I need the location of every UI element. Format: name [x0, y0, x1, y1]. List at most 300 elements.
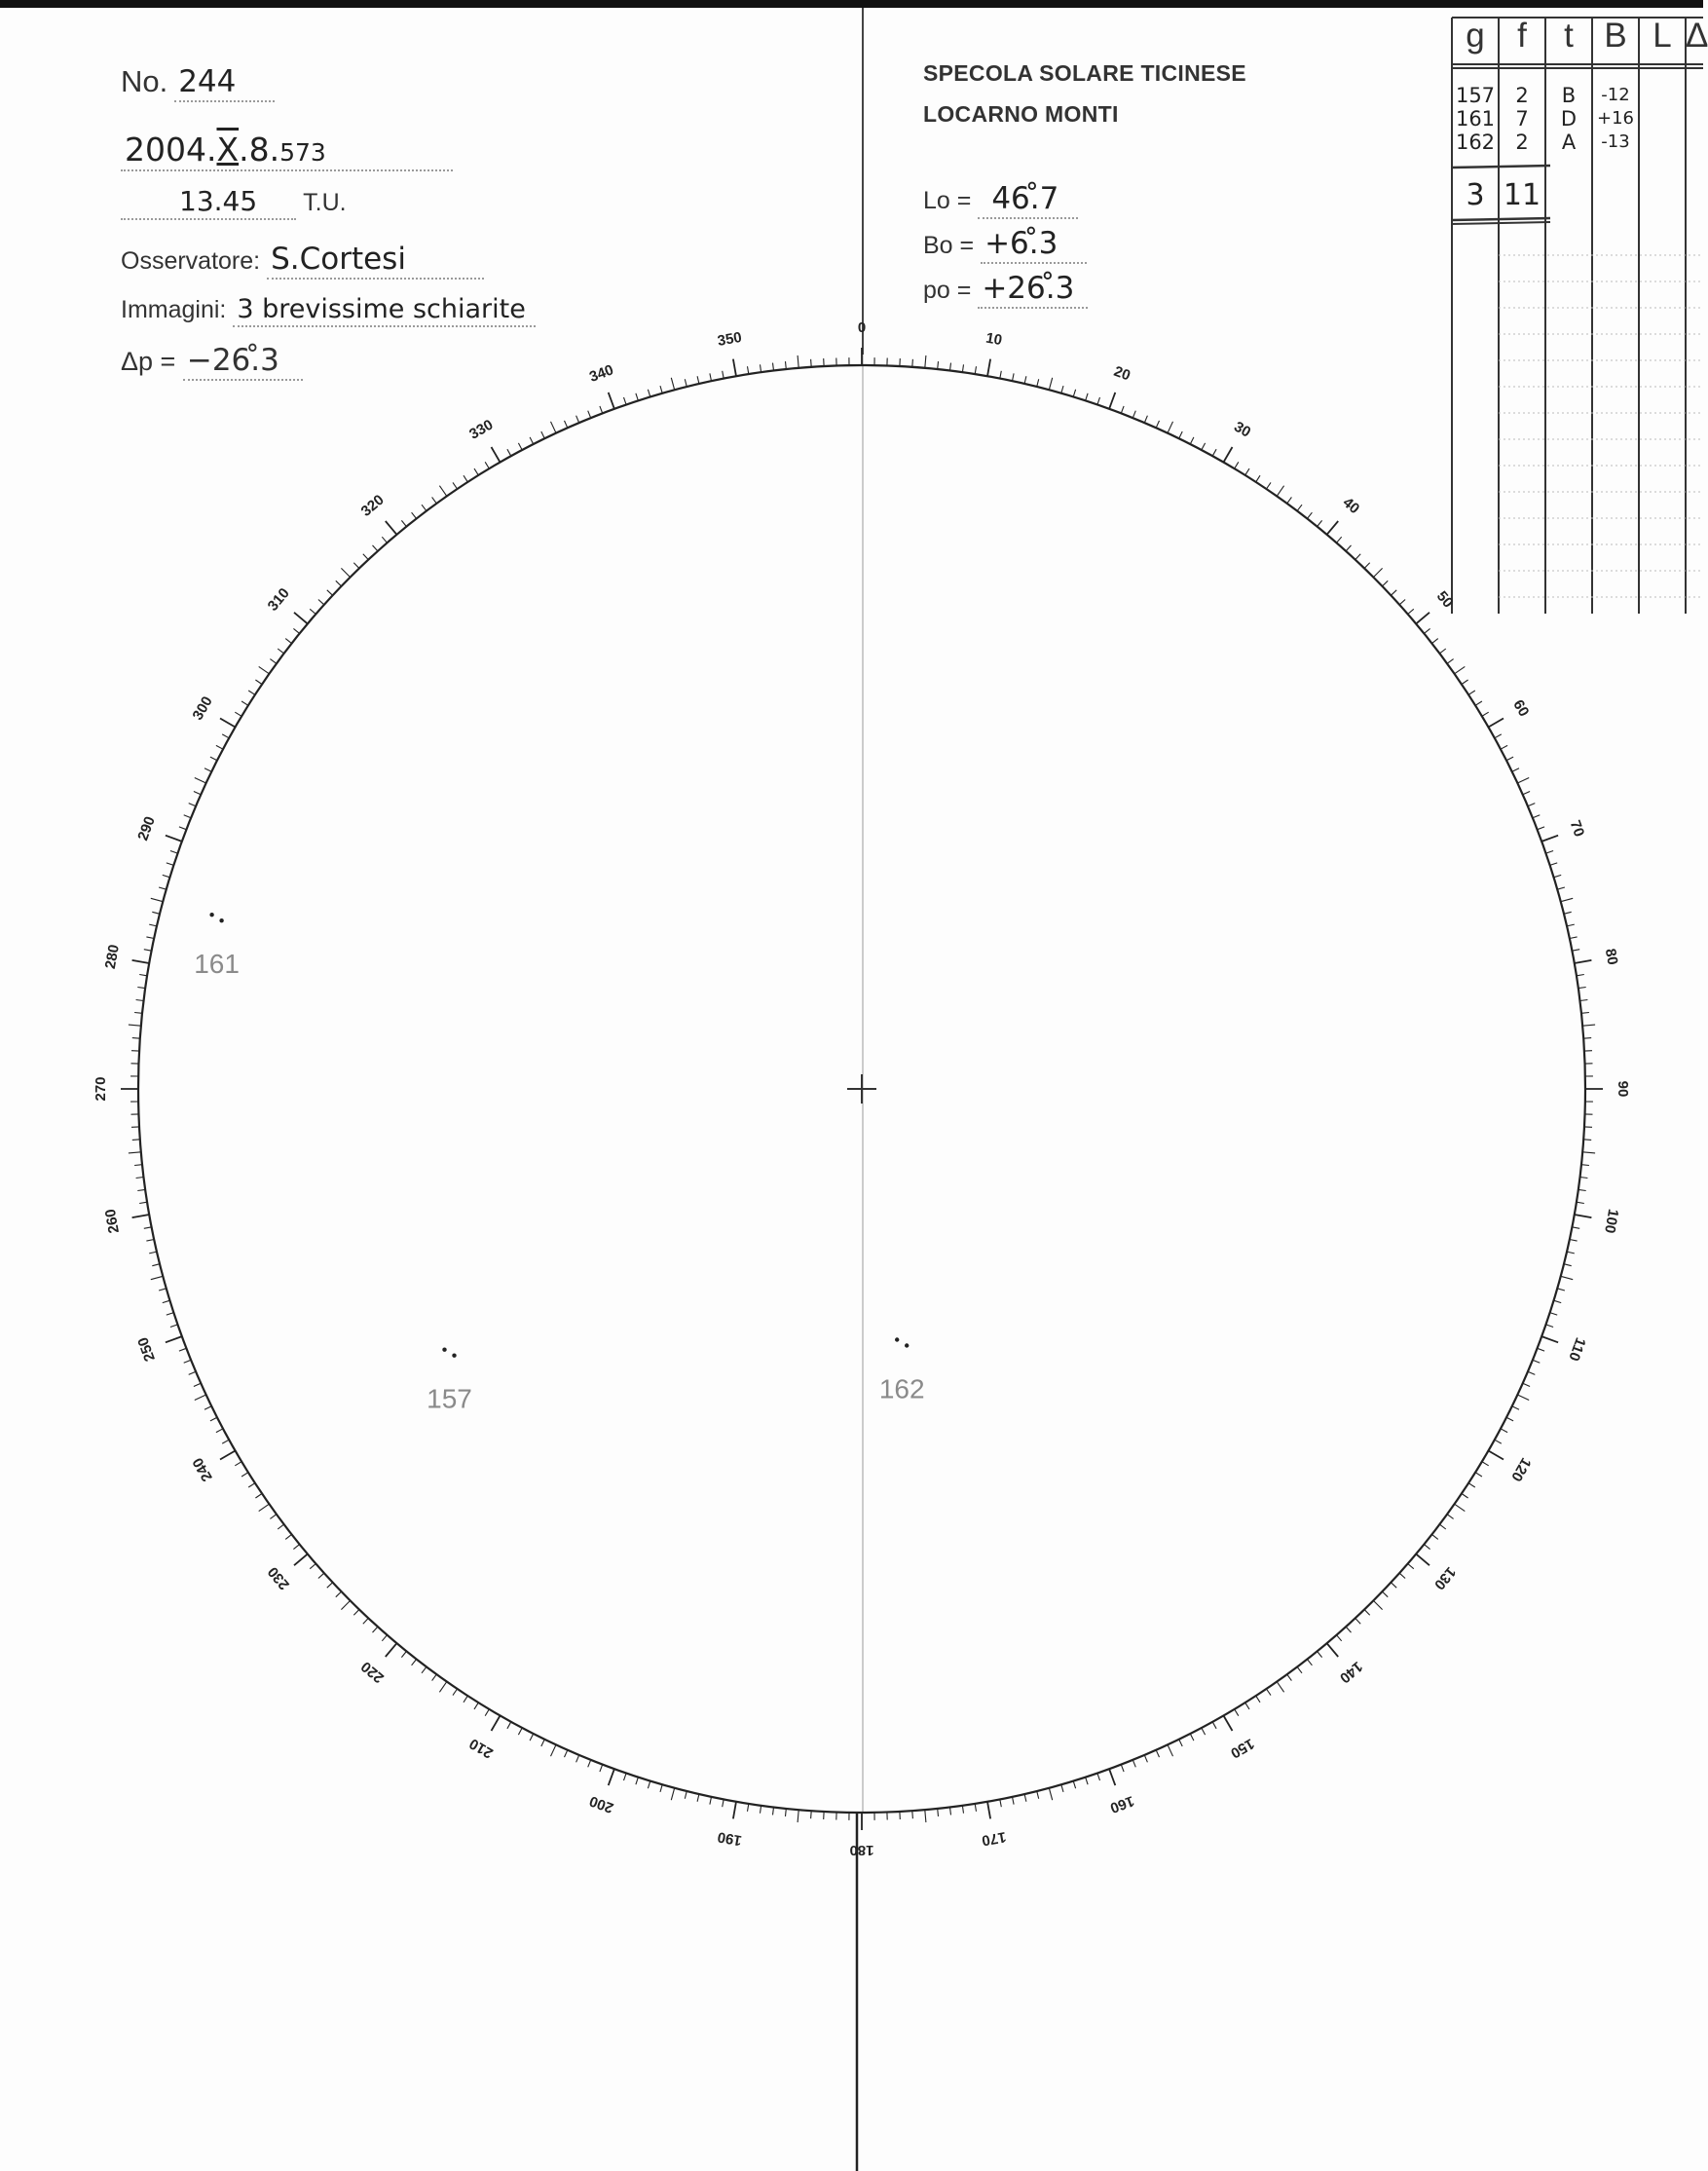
degree-tick: [530, 1734, 534, 1741]
degree-tick: [773, 363, 774, 371]
degree-tick: [710, 1797, 712, 1805]
degree-tick: [318, 600, 324, 605]
degree-tick: [210, 757, 217, 761]
date-month: X: [216, 131, 240, 168]
degree-tick: [179, 827, 186, 830]
degree-label-310: 310: [264, 584, 293, 615]
degree-tick: [1501, 1429, 1507, 1433]
degree-tick: [189, 1371, 196, 1374]
sunspot-mark: [452, 1354, 456, 1358]
degree-tick: [723, 371, 724, 379]
degree-tick: [518, 1728, 522, 1735]
degree-tick: [422, 505, 427, 510]
degree-tick: [382, 537, 387, 543]
table-row-2-b: +16: [1597, 108, 1634, 129]
b0-label: Bo =: [923, 232, 975, 259]
record-number-value: 244: [174, 64, 275, 102]
group-label-157: 157: [427, 1383, 472, 1414]
degree-tick: [422, 1666, 427, 1672]
degree-tick: [1541, 836, 1558, 842]
degree-tick: [195, 778, 206, 784]
date-fraction: 573: [279, 138, 326, 167]
degree-tick: [152, 912, 160, 914]
degree-tick: [1327, 1643, 1339, 1657]
degree-tick: [1561, 898, 1574, 901]
degree-tick: [1337, 537, 1342, 543]
degree-tick: [241, 1473, 248, 1477]
degree-tick: [1501, 745, 1507, 749]
degree-tick: [1086, 1778, 1089, 1785]
degree-label-320: 320: [357, 491, 388, 520]
degree-tick: [1373, 568, 1382, 577]
degree-tick: [1447, 659, 1454, 664]
sunspot-mark: [442, 1348, 446, 1352]
degree-tick: [439, 486, 446, 497]
degree-tick: [1179, 1740, 1183, 1746]
degree-tick: [987, 1802, 990, 1819]
degree-tick: [401, 1651, 406, 1657]
degree-tick: [1424, 628, 1430, 633]
degree-tick: [1517, 778, 1529, 784]
degree-tick: [551, 1744, 557, 1756]
degree-tick: [134, 1165, 142, 1166]
degree-tick: [1554, 1300, 1562, 1302]
degree-tick: [270, 1515, 277, 1519]
degree-tick: [341, 568, 350, 577]
degree-tick: [609, 393, 614, 409]
degree-tick: [1583, 1038, 1591, 1039]
degree-tick: [1097, 397, 1100, 405]
degree-tick: [1235, 462, 1239, 468]
degree-tick: [912, 1811, 913, 1818]
degree-tick: [485, 1709, 489, 1716]
group-label-162: 162: [878, 1373, 925, 1404]
degree-tick: [1391, 590, 1396, 596]
degree-tick: [925, 1810, 926, 1822]
degree-tick: [671, 1788, 674, 1801]
degree-tick: [1424, 1545, 1430, 1550]
degree-tick: [685, 379, 687, 387]
sunspot-mark: [219, 918, 223, 922]
degree-tick: [248, 1483, 255, 1487]
degree-tick: [220, 1451, 236, 1460]
degree-tick: [1297, 505, 1302, 510]
degree-tick: [134, 1013, 142, 1014]
degree-tick: [1575, 960, 1592, 963]
degree-tick: [1156, 1750, 1159, 1757]
degree-tick: [1121, 406, 1124, 413]
degree-tick: [1578, 1189, 1586, 1190]
degree-tick: [551, 422, 557, 433]
degree-tick: [439, 1682, 446, 1693]
degree-label-130: 130: [1430, 1563, 1460, 1593]
degree-tick: [1212, 1722, 1216, 1729]
degree-tick: [1346, 545, 1351, 551]
degree-tick: [1049, 378, 1052, 391]
degree-tick: [1557, 1289, 1565, 1291]
degree-tick: [1318, 520, 1322, 526]
degree-tick: [1512, 768, 1519, 772]
degree-tick: [1355, 554, 1361, 560]
degree-label-100: 100: [1601, 1207, 1622, 1235]
degree-tick: [220, 719, 236, 728]
degree-tick: [222, 1440, 229, 1443]
degree-tick: [1533, 815, 1540, 818]
degree-tick: [1318, 1651, 1322, 1657]
degree-label-160: 160: [1107, 1792, 1136, 1816]
degree-tick: [310, 1564, 316, 1569]
degree-tick: [144, 1227, 152, 1229]
degree-tick: [507, 1722, 511, 1729]
degree-tick: [1489, 719, 1504, 728]
degree-tick: [151, 898, 164, 901]
total-groups: 3: [1466, 178, 1485, 212]
degree-tick: [204, 768, 211, 772]
degree-tick: [912, 359, 913, 367]
degree-tick: [733, 1802, 736, 1819]
degree-tick: [363, 554, 369, 560]
degree-tick: [1550, 863, 1558, 866]
col-header-t: t: [1564, 17, 1574, 55]
degree-tick: [660, 1784, 662, 1792]
degree-tick: [1277, 486, 1283, 497]
sunspot-mark: [895, 1337, 899, 1341]
group-label-161: 161: [194, 949, 240, 980]
degree-tick: [432, 497, 437, 504]
degree-label-290: 290: [134, 814, 159, 843]
degree-tick: [1506, 757, 1513, 761]
degree-tick: [811, 359, 812, 367]
degree-tick: [1432, 1534, 1438, 1539]
degree-tick: [648, 1781, 650, 1789]
degree-label-200: 200: [587, 1792, 616, 1816]
degree-label-250: 250: [134, 1334, 159, 1364]
degree-tick: [204, 1406, 211, 1410]
degree-tick: [1000, 1799, 1002, 1807]
degree-tick: [1061, 1784, 1063, 1792]
degree-tick: [194, 792, 201, 795]
table-row-1-f: 2: [1515, 84, 1529, 107]
degree-tick: [1355, 1618, 1361, 1624]
observation-time-unit: T.U.: [303, 189, 347, 216]
table-row-2-g: 161: [1455, 107, 1496, 131]
degree-tick: [636, 1778, 639, 1785]
degree-tick: [159, 887, 167, 889]
degree-tick: [1580, 1000, 1588, 1001]
degree-tick: [576, 1755, 579, 1762]
degree-tick: [1455, 666, 1466, 673]
degree-tick: [492, 1716, 501, 1732]
degree-tick: [1475, 1473, 1482, 1477]
degree-tick: [1121, 1765, 1124, 1772]
degree-tick: [341, 1600, 350, 1609]
degree-tick: [987, 359, 990, 377]
degree-tick: [474, 1703, 478, 1709]
degree-tick: [1109, 393, 1115, 409]
degree-tick: [1408, 1564, 1414, 1569]
degree-tick: [1337, 1635, 1342, 1641]
degree-tick: [1061, 386, 1063, 393]
degree-tick: [697, 1794, 699, 1802]
degree-tick: [132, 1215, 150, 1217]
degree-tick: [1489, 1451, 1504, 1460]
degree-label-80: 80: [1601, 947, 1621, 967]
degree-tick: [786, 1809, 787, 1816]
degree-tick: [163, 875, 170, 877]
degree-tick: [1546, 851, 1554, 854]
degree-tick: [137, 1189, 145, 1190]
degree-tick: [1190, 1734, 1194, 1741]
degree-tick: [1235, 1709, 1239, 1716]
degree-tick: [600, 1765, 603, 1772]
degree-tick: [697, 376, 699, 384]
date-day: .8.: [239, 131, 280, 168]
degree-tick: [1581, 1013, 1589, 1014]
degree-tick: [1570, 937, 1578, 939]
degree-tick: [1561, 1276, 1574, 1279]
sunspot-mark: [209, 913, 213, 917]
degree-tick: [170, 851, 178, 854]
degree-tick: [1024, 1794, 1026, 1802]
degree-tick: [624, 1774, 627, 1781]
degree-tick: [925, 356, 926, 368]
degree-tick: [1567, 924, 1575, 926]
degree-tick: [152, 1264, 160, 1266]
degree-tick: [950, 1808, 951, 1815]
degree-tick: [210, 1417, 217, 1421]
degree-tick: [485, 462, 489, 468]
degree-tick: [660, 386, 662, 393]
degree-label-40: 40: [1339, 494, 1363, 518]
degree-tick: [146, 1240, 154, 1242]
degree-tick: [748, 366, 749, 374]
degree-tick: [1546, 1325, 1554, 1328]
degree-label-120: 120: [1507, 1454, 1535, 1484]
degree-tick: [1245, 1703, 1249, 1709]
degree-tick: [167, 863, 174, 866]
degree-tick: [1364, 563, 1370, 569]
degree-tick: [1512, 1406, 1519, 1410]
degree-tick: [285, 639, 291, 644]
degree-tick: [938, 361, 939, 369]
degree-label-240: 240: [189, 1454, 216, 1484]
degree-tick: [195, 1395, 206, 1401]
degree-tick: [336, 1591, 342, 1597]
degree-tick: [1416, 1554, 1430, 1566]
degree-label-150: 150: [1227, 1735, 1257, 1762]
degree-tick: [576, 416, 579, 423]
degree-tick: [1013, 373, 1015, 381]
degree-tick: [975, 366, 976, 374]
degree-tick: [1245, 468, 1249, 475]
degree-label-260: 260: [101, 1207, 123, 1235]
degree-tick: [146, 937, 154, 939]
degree-tick: [1179, 431, 1183, 438]
degree-tick: [671, 378, 674, 391]
degree-tick: [373, 1627, 378, 1632]
observer-label: Osservatore:: [121, 247, 261, 275]
degree-tick: [1168, 422, 1173, 433]
degree-label-60: 60: [1509, 696, 1533, 720]
degree-tick: [1557, 887, 1565, 889]
degree-tick: [530, 437, 534, 444]
degree-tick: [170, 1325, 178, 1328]
degree-tick: [975, 1804, 976, 1812]
degree-tick: [786, 361, 787, 369]
degree-tick: [588, 411, 591, 418]
degree-tick: [1327, 521, 1339, 535]
degree-label-90: 90: [1615, 1080, 1632, 1098]
degree-tick: [167, 1313, 174, 1316]
degree-tick: [1582, 1152, 1595, 1153]
degree-tick: [541, 431, 545, 438]
sunspot-groups: [194, 913, 924, 1414]
l0-value: 46.̊7: [978, 181, 1078, 219]
degree-tick: [294, 1554, 308, 1566]
degree-tick: [1168, 1744, 1173, 1756]
degree-tick: [938, 1809, 939, 1816]
table-row-3-g: 162: [1455, 131, 1496, 154]
degree-tick: [189, 804, 196, 806]
degree-tick: [353, 563, 359, 569]
degree-tick: [336, 580, 342, 586]
p0-value: +26.̊3: [978, 271, 1088, 309]
images-label: Immagini:: [121, 296, 227, 323]
p0-label: po =: [923, 277, 972, 304]
degree-label-20: 20: [1111, 362, 1133, 385]
table-row-3-t: A: [1561, 131, 1577, 154]
degree-tick: [294, 613, 308, 624]
degree-tick: [1567, 1252, 1575, 1254]
table-row-3-b: -13: [1601, 131, 1630, 152]
degree-tick: [492, 447, 501, 463]
degree-tick: [685, 1791, 687, 1799]
degree-tick: [149, 924, 157, 926]
degree-tick: [1462, 1494, 1468, 1499]
degree-tick: [1432, 639, 1438, 644]
degree-tick: [474, 468, 478, 475]
degree-tick: [1570, 1240, 1578, 1242]
degree-tick: [1572, 1227, 1579, 1229]
degree-tick: [648, 390, 650, 397]
degree-tick: [1307, 1660, 1312, 1666]
degree-tick: [1224, 447, 1233, 463]
degree-tick: [166, 836, 182, 842]
degree-tick: [136, 1178, 144, 1179]
degree-tick: [1132, 411, 1135, 418]
degree-tick: [241, 701, 248, 705]
degree-tick: [710, 373, 712, 381]
degree-tick: [1572, 950, 1579, 952]
degree-tick: [386, 521, 397, 535]
degree-tick: [166, 1336, 182, 1342]
degree-tick: [1564, 1264, 1572, 1266]
degree-tick: [1482, 1462, 1489, 1466]
degree-tick: [950, 363, 951, 371]
degree-tick: [129, 1152, 141, 1153]
degree-tick: [1277, 1682, 1283, 1693]
degree-tick: [811, 1811, 812, 1818]
col-header-f: f: [1517, 17, 1527, 55]
degree-tick: [1468, 691, 1475, 694]
degree-tick: [636, 393, 639, 401]
table-row-1-g: 157: [1455, 84, 1496, 107]
degree-tick: [518, 443, 522, 450]
degree-tick: [1523, 1383, 1530, 1386]
observer-value: S.Cortesi: [267, 242, 484, 280]
degree-tick: [1580, 1178, 1588, 1179]
degree-tick: [1287, 1674, 1292, 1681]
degree-label-110: 110: [1565, 1335, 1589, 1364]
degree-tick: [386, 1643, 397, 1657]
degree-label-0: 0: [857, 318, 867, 336]
degree-tick: [132, 1038, 140, 1039]
degree-tick: [293, 628, 299, 633]
images-value: 3 brevissime schiarite: [233, 294, 536, 327]
sunspot-mark: [905, 1343, 909, 1347]
degree-tick: [179, 1348, 186, 1351]
degree-tick: [363, 1618, 369, 1624]
degree-tick: [1267, 482, 1272, 489]
degree-tick: [962, 364, 963, 372]
degree-tick: [624, 397, 627, 405]
degree-label-10: 10: [984, 329, 1004, 350]
degree-tick: [1267, 1689, 1272, 1696]
degree-tick: [453, 1689, 458, 1696]
degree-tick: [1391, 1583, 1396, 1589]
degree-tick: [1144, 416, 1147, 423]
degree-tick: [144, 950, 152, 952]
b0-value: +6.̊3: [981, 226, 1087, 264]
degree-tick: [773, 1808, 774, 1815]
degree-tick: [1582, 1025, 1595, 1026]
degree-tick: [1383, 580, 1389, 586]
degree-tick: [1383, 1591, 1389, 1597]
degree-tick: [1212, 449, 1216, 456]
degree-label-230: 230: [264, 1563, 293, 1593]
degree-tick: [1013, 1797, 1015, 1805]
col-header-l: L: [1652, 17, 1672, 55]
degree-label-190: 190: [716, 1828, 744, 1850]
degree-label-210: 210: [466, 1735, 497, 1762]
degree-tick: [129, 1025, 141, 1026]
degree-tick: [259, 1504, 270, 1511]
degree-tick: [1202, 443, 1206, 450]
degree-tick: [1287, 497, 1292, 504]
degree-tick: [235, 1462, 241, 1466]
degree-tick: [149, 1252, 157, 1254]
degree-tick: [159, 1289, 167, 1291]
degree-tick: [216, 1429, 223, 1433]
degree-label-270: 270: [92, 1076, 109, 1102]
degree-tick: [1408, 609, 1414, 614]
degree-tick: [1495, 734, 1502, 738]
degree-tick: [1297, 1666, 1302, 1672]
degree-tick: [285, 1534, 291, 1539]
degree-tick: [1224, 1716, 1233, 1732]
degree-tick: [1575, 1215, 1592, 1217]
degree-tick: [259, 666, 270, 673]
degree-tick: [412, 1660, 417, 1666]
total-spots: 11: [1503, 178, 1541, 212]
degree-tick: [248, 691, 255, 694]
degree-tick: [1541, 1336, 1558, 1342]
degree-tick: [1000, 371, 1002, 379]
degree-tick: [1346, 1627, 1351, 1632]
degree-label-340: 340: [587, 361, 616, 386]
degree-tick: [222, 734, 229, 738]
degree-tick: [184, 815, 191, 818]
